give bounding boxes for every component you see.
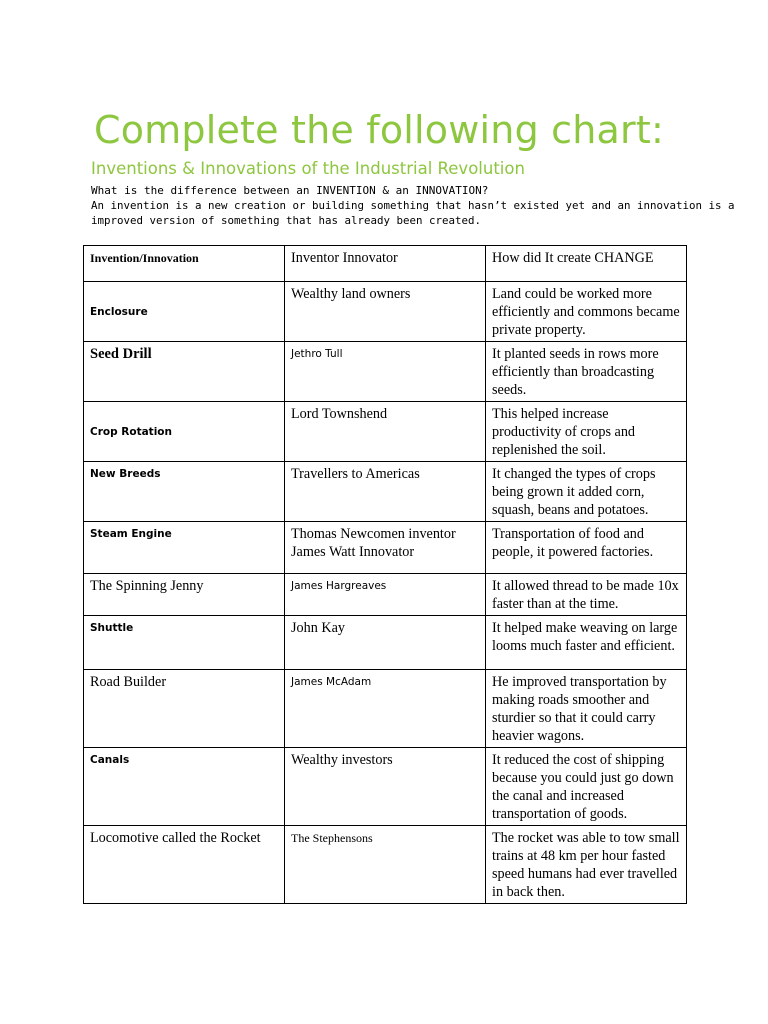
cell-item: Crop Rotation <box>84 402 285 462</box>
header-change: How did It create CHANGE <box>486 246 687 282</box>
table-row <box>84 826 687 904</box>
table-row <box>84 670 687 748</box>
answer-text-line-2: improved version of something that has already been created. <box>91 214 482 227</box>
cell-change: It helped make weaving on large looms much faster and efficient. <box>486 616 687 670</box>
cell-change: The rocket was able to tow small trains at 48 km per hour fasted speed humans had ever travelled in back then. <box>486 826 687 904</box>
cell-change: It reduced the cost of shipping because you could just go down the canal and increased transportation of goods. <box>486 748 687 826</box>
cell-person: Lord Townshend <box>285 402 486 462</box>
header-invention: Invention/Innovation <box>84 246 285 282</box>
page-subtitle: Inventions & Innovations of the Industrial Revolution <box>91 159 525 178</box>
cell-person: James McAdam <box>285 670 486 748</box>
table-row <box>84 402 687 462</box>
cell-change: Transportation of food and people, it powered factories. <box>486 522 687 574</box>
cell-person: Thomas Newcomen inventor James Watt Innovator <box>285 522 486 574</box>
cell-change: He improved transportation by making roads smoother and sturdier so that it could carry heavier wagons. <box>486 670 687 748</box>
cell-item: Shuttle <box>84 616 285 670</box>
answer-text-line-1: An invention is a new creation or building something that hasn’t existed yet and an innovation is a <box>91 199 735 212</box>
cell-change: It changed the types of crops being grown it added corn, squash, beans and potatoes. <box>486 462 687 522</box>
cell-item: Seed Drill <box>84 342 285 402</box>
table-row <box>84 282 687 342</box>
cell-change: It planted seeds in rows more efficiently than broadcasting seeds. <box>486 342 687 402</box>
cell-change: It allowed thread to be made 10x faster than at the time. <box>486 574 687 616</box>
page-title: Complete the following chart: <box>94 108 664 152</box>
table-row <box>84 748 687 826</box>
cell-item: Canals <box>84 748 285 826</box>
table-row <box>84 462 687 522</box>
cell-change: Land could be worked more efficiently and commons became private property. <box>486 282 687 342</box>
header-inventor: Inventor Innovator <box>285 246 486 282</box>
cell-person: John Kay <box>285 616 486 670</box>
cell-item: Steam Engine <box>84 522 285 574</box>
cell-person: The Stephensons <box>285 826 486 904</box>
cell-change: This helped increase productivity of crops and replenished the soil. <box>486 402 687 462</box>
cell-person: Wealthy land owners <box>285 282 486 342</box>
cell-person: Wealthy investors <box>285 748 486 826</box>
table-row <box>84 522 687 574</box>
cell-person: Travellers to Americas <box>285 462 486 522</box>
table-row <box>84 342 687 402</box>
cell-item: New Breeds <box>84 462 285 522</box>
cell-item: Road Builder <box>84 670 285 748</box>
cell-item: Enclosure <box>84 282 285 342</box>
table-header-row <box>84 246 687 282</box>
cell-person: James Hargreaves <box>285 574 486 616</box>
table-row <box>84 574 687 616</box>
question-text: What is the difference between an INVENTION & an INNOVATION? <box>91 184 489 197</box>
table-row <box>84 616 687 670</box>
cell-person: Jethro Tull <box>285 342 486 402</box>
cell-item: Locomotive called the Rocket <box>84 826 285 904</box>
cell-item: The Spinning Jenny <box>84 574 285 616</box>
inventions-table <box>83 245 687 904</box>
